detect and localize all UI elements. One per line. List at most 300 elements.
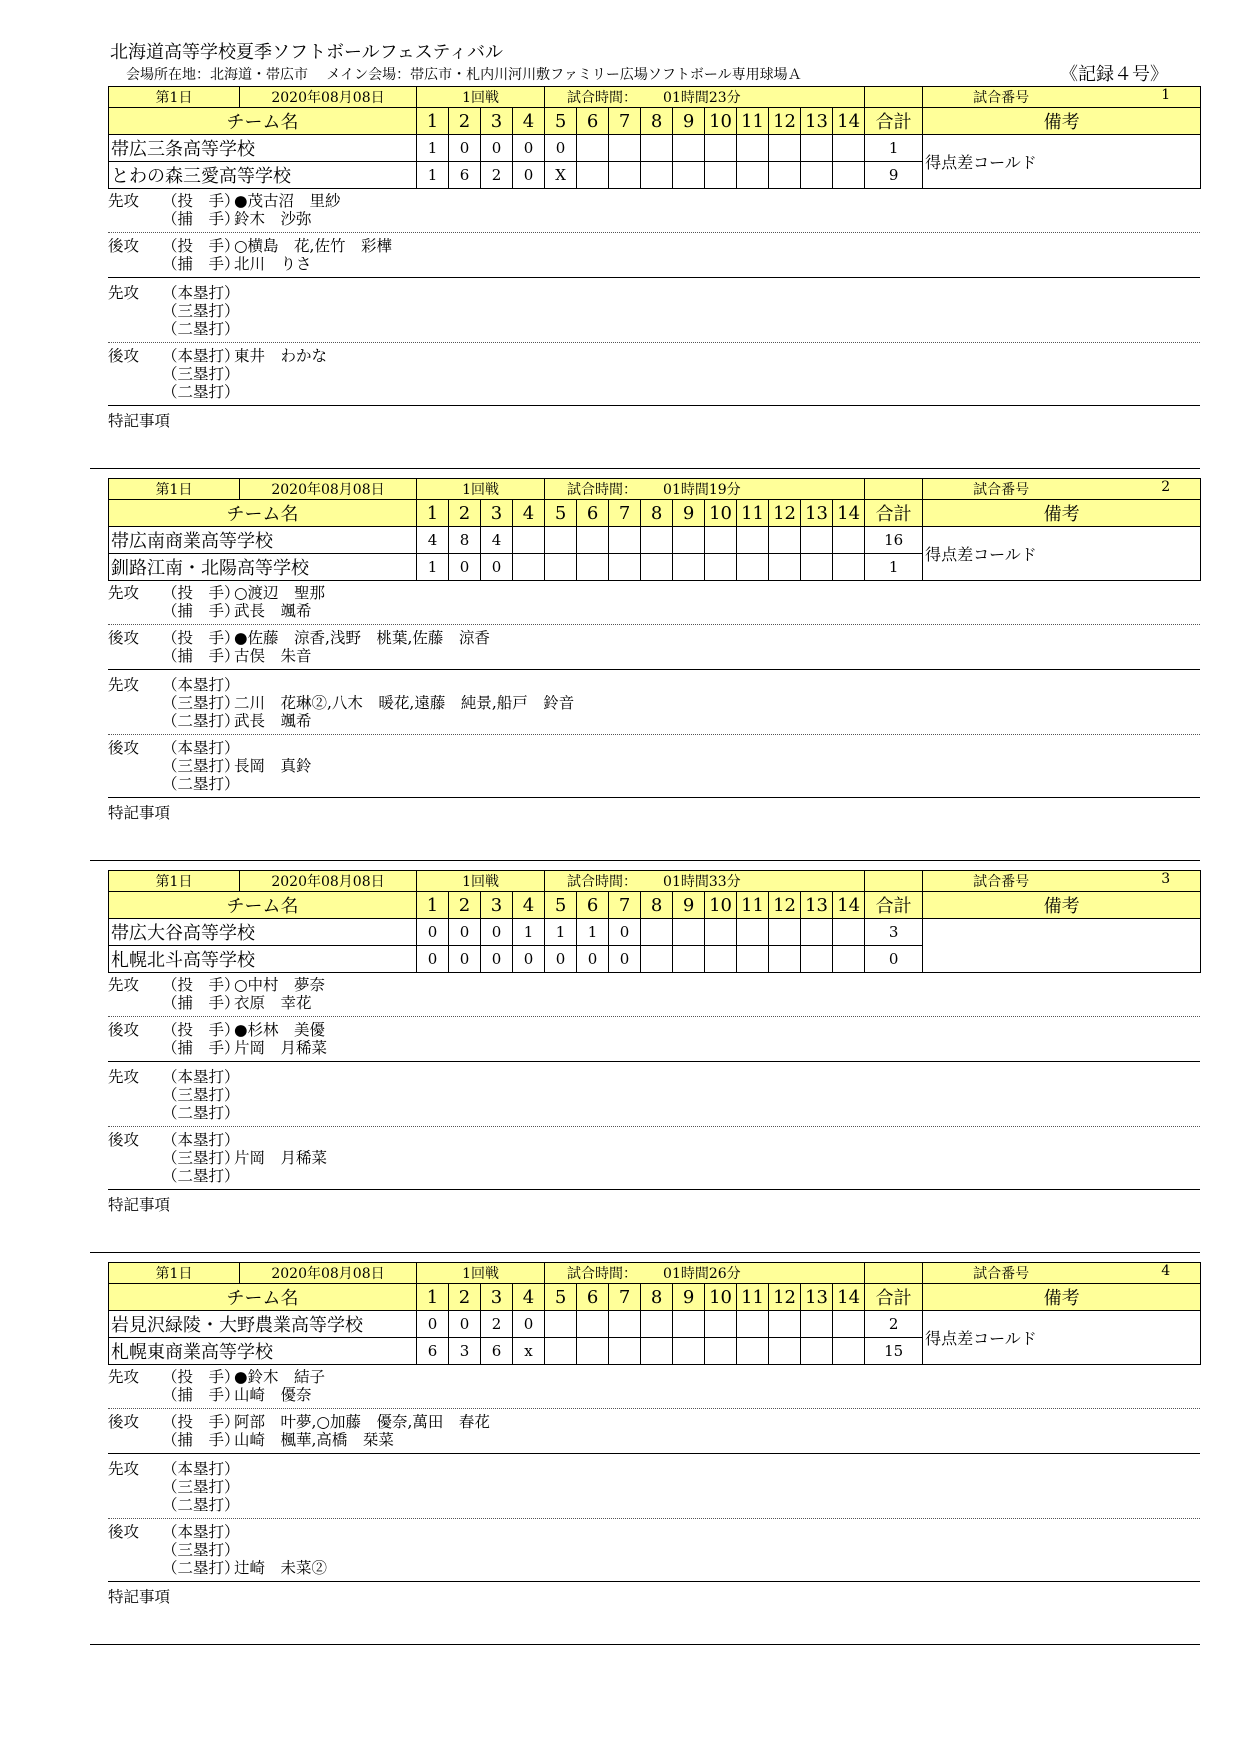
- top-catcher-line: [108, 1386, 1200, 1404]
- inning-header: 2: [449, 108, 481, 135]
- game-info-row: [109, 1263, 1201, 1284]
- inning-score: [705, 527, 737, 554]
- player-names: 二川 花琳②,八木 暖花,遠藤 純景,船戸 鈴音: [234, 694, 575, 712]
- inning-header: 7: [609, 108, 641, 135]
- game-number-value: 2: [1161, 479, 1171, 495]
- inning-score: [833, 1338, 865, 1365]
- game-block: [108, 870, 1200, 1216]
- dotted-divider: [108, 734, 1200, 735]
- inning-score: [641, 919, 673, 946]
- team-name-header: チーム名: [109, 500, 417, 527]
- team-name: 帯広大谷高等学校: [109, 919, 417, 946]
- role-label: （投 手）: [162, 1021, 240, 1039]
- role-label: （二塁打）: [162, 383, 240, 401]
- inning-header: 3: [481, 108, 513, 135]
- player-names: 北川 りさ: [234, 255, 312, 273]
- bottom-double-line: [108, 383, 1200, 401]
- team-name: 帯広三条高等学校: [109, 135, 417, 162]
- inning-score: [705, 554, 737, 581]
- remarks-header: 備考: [923, 500, 1201, 527]
- role-label: （三塁打）: [162, 302, 240, 320]
- inning-score: 0: [513, 946, 545, 973]
- inning-header: 10: [705, 108, 737, 135]
- spacer-cell: [865, 87, 923, 108]
- inning-score: [833, 1311, 865, 1338]
- inning-score: [833, 162, 865, 189]
- inning-score: [545, 554, 577, 581]
- solid-divider: [108, 1453, 1200, 1454]
- score-header-row: [109, 500, 1201, 527]
- game-time-cell: [545, 87, 865, 108]
- inning-score: [641, 162, 673, 189]
- top-pitcher-line: [108, 976, 1200, 994]
- bottom-triple-line: [108, 1149, 1200, 1167]
- inning-header: 10: [705, 892, 737, 919]
- score-header-row: [109, 108, 1201, 135]
- player-names: 武長 颯希: [234, 602, 312, 620]
- player-names: 長岡 真鈴: [234, 757, 312, 775]
- inning-header: 10: [705, 1284, 737, 1311]
- player-names: 山崎 優奈: [234, 1386, 312, 1404]
- game-number-cell: [923, 1263, 1201, 1284]
- inning-header: 5: [545, 892, 577, 919]
- date-label: 2020年08月08日: [271, 1266, 385, 1282]
- bottom-homerun-line: [108, 1131, 1200, 1149]
- team-total: 15: [865, 1338, 923, 1365]
- side-label: 先攻: [108, 676, 140, 694]
- top-catcher-line: [108, 210, 1200, 228]
- top-catcher-line: [108, 994, 1200, 1012]
- team-name-header: チーム名: [109, 1284, 417, 1311]
- team-name: 札幌北斗高等学校: [109, 946, 417, 973]
- inning-score: 3: [449, 1338, 481, 1365]
- day-date-cell: [109, 871, 417, 892]
- inning-score: [801, 135, 833, 162]
- inning-score: [801, 1338, 833, 1365]
- inning-score: [769, 919, 801, 946]
- solid-divider: [108, 797, 1200, 798]
- side-label: 後攻: [108, 1523, 140, 1541]
- inning-score: 0: [481, 554, 513, 581]
- team-row: [109, 135, 1201, 162]
- inning-score: [737, 135, 769, 162]
- battery-section: [108, 584, 1200, 824]
- side-label: 後攻: [108, 739, 140, 757]
- spacer-cell: [865, 871, 923, 892]
- side-label: 先攻: [108, 584, 140, 602]
- inning-header: 12: [769, 108, 801, 135]
- day-label: 第1日: [109, 1263, 240, 1283]
- side-label: 後攻: [108, 1021, 140, 1039]
- role-label: （投 手）: [162, 192, 240, 210]
- scoreboard-table: [108, 1262, 1201, 1365]
- role-label: （二塁打）: [162, 1496, 240, 1514]
- inning-header: 13: [801, 892, 833, 919]
- top-triple-line: [108, 1478, 1200, 1496]
- inning-header: 6: [577, 1284, 609, 1311]
- side-label: 先攻: [108, 1368, 140, 1386]
- inning-score: [769, 1338, 801, 1365]
- top-double-line: [108, 1496, 1200, 1514]
- inning-header: 9: [673, 500, 705, 527]
- inning-header: 14: [833, 1284, 865, 1311]
- remark-cell: 得点差コールド: [923, 527, 1201, 581]
- dotted-divider: [108, 342, 1200, 343]
- inning-score: [577, 527, 609, 554]
- inning-header: 10: [705, 500, 737, 527]
- inning-score: [641, 1338, 673, 1365]
- inning-header: 11: [737, 108, 769, 135]
- inning-score: 0: [449, 554, 481, 581]
- team-total: 16: [865, 527, 923, 554]
- game-block: [108, 1262, 1200, 1608]
- team-name: 釧路江南・北陽高等学校: [109, 554, 417, 581]
- team-total: 1: [865, 135, 923, 162]
- bottom-double-line: [108, 1167, 1200, 1185]
- role-label: （三塁打）: [162, 365, 240, 383]
- team-name-header: チーム名: [109, 108, 417, 135]
- inning-score: 0: [481, 946, 513, 973]
- player-names: 武長 颯希: [234, 712, 312, 730]
- role-label: （捕 手）: [162, 255, 240, 273]
- bottom-catcher-line: [108, 255, 1200, 273]
- inning-score: [801, 527, 833, 554]
- side-label: 先攻: [108, 976, 140, 994]
- inning-score: [833, 527, 865, 554]
- inning-header: 13: [801, 108, 833, 135]
- remark-cell: 得点差コールド: [923, 135, 1201, 189]
- inning-score: 0: [481, 135, 513, 162]
- player-names: ●佐藤 涼香,浅野 桃葉,佐藤 涼香: [234, 629, 490, 647]
- inning-score: 0: [609, 946, 641, 973]
- player-names: 辻崎 未菜②: [234, 1559, 328, 1577]
- role-label: （捕 手）: [162, 647, 240, 665]
- inning-header: 12: [769, 892, 801, 919]
- player-names: 鈴木 沙弥: [234, 210, 312, 228]
- game-time-label: 試合時間：: [567, 874, 638, 890]
- inning-score: x: [513, 1338, 545, 1365]
- game-time-cell: [545, 1263, 865, 1284]
- inning-score: 1: [417, 554, 449, 581]
- role-label: （捕 手）: [162, 210, 240, 228]
- bottom-pitcher-line: [108, 237, 1200, 255]
- inning-score: X: [545, 162, 577, 189]
- inning-score: 0: [545, 946, 577, 973]
- role-label: （二塁打）: [162, 712, 240, 730]
- inning-header: 8: [641, 1284, 673, 1311]
- inning-header: 11: [737, 1284, 769, 1311]
- dotted-divider: [108, 232, 1200, 233]
- bottom-homerun-line: [108, 347, 1200, 365]
- inning-header: 5: [545, 1284, 577, 1311]
- bottom-pitcher-line: [108, 1413, 1200, 1431]
- inning-score: [641, 946, 673, 973]
- inning-score: [737, 554, 769, 581]
- side-label: 先攻: [108, 192, 140, 210]
- inning-score: [641, 527, 673, 554]
- side-label: 後攻: [108, 237, 140, 255]
- inning-score: 4: [481, 527, 513, 554]
- inning-score: 0: [513, 1311, 545, 1338]
- inning-score: [673, 554, 705, 581]
- game-number-value: 3: [1161, 871, 1171, 887]
- special-notes-label: 特記事項: [108, 412, 171, 430]
- solid-divider: [108, 669, 1200, 670]
- special-notes-label: 特記事項: [108, 1196, 171, 1214]
- side-label: 後攻: [108, 1131, 140, 1149]
- inning-header: 6: [577, 500, 609, 527]
- role-label: （投 手）: [162, 237, 240, 255]
- side-label: 後攻: [108, 347, 140, 365]
- team-name: 岩見沢緑陵・大野農業高等学校: [109, 1311, 417, 1338]
- top-homerun-line: [108, 1068, 1200, 1086]
- inning-score: [833, 135, 865, 162]
- inning-header: 4: [513, 108, 545, 135]
- round-label: 1回戦: [417, 87, 545, 108]
- inning-score: [801, 162, 833, 189]
- player-names: 片岡 月稀菜: [234, 1149, 328, 1167]
- inning-score: [641, 554, 673, 581]
- game-number-value: 1: [1161, 87, 1171, 103]
- inning-header: 4: [513, 1284, 545, 1311]
- inning-score: [641, 135, 673, 162]
- dotted-divider: [108, 624, 1200, 625]
- role-label: （捕 手）: [162, 602, 240, 620]
- inning-score: 0: [417, 919, 449, 946]
- inning-score: [545, 1338, 577, 1365]
- block-separator: [90, 1644, 1200, 1645]
- solid-divider: [108, 1061, 1200, 1062]
- bottom-double-line: [108, 775, 1200, 793]
- inning-header: 11: [737, 500, 769, 527]
- day-label: 第1日: [109, 871, 240, 891]
- inning-score: [737, 1311, 769, 1338]
- inning-header: 3: [481, 892, 513, 919]
- total-header: 合計: [865, 500, 923, 527]
- inning-score: 0: [545, 135, 577, 162]
- inning-header: 11: [737, 892, 769, 919]
- inning-score: [673, 1338, 705, 1365]
- role-label: （捕 手）: [162, 1431, 240, 1449]
- remarks-header: 備考: [923, 1284, 1201, 1311]
- inning-score: [577, 1311, 609, 1338]
- block-separator: [90, 1252, 1200, 1253]
- inning-score: [673, 946, 705, 973]
- inning-score: [769, 554, 801, 581]
- inning-header: 8: [641, 108, 673, 135]
- inning-score: [737, 946, 769, 973]
- inning-score: [609, 554, 641, 581]
- inning-score: 4: [417, 527, 449, 554]
- inning-score: 6: [417, 1338, 449, 1365]
- top-double-line: [108, 712, 1200, 730]
- inning-header: 2: [449, 892, 481, 919]
- team-total: 1: [865, 554, 923, 581]
- inning-score: [673, 162, 705, 189]
- bottom-homerun-line: [108, 1523, 1200, 1541]
- inning-score: [769, 527, 801, 554]
- role-label: （三塁打）: [162, 1541, 240, 1559]
- top-homerun-line: [108, 284, 1200, 302]
- dotted-divider: [108, 1126, 1200, 1127]
- date-label: 2020年08月08日: [271, 482, 385, 498]
- team-total: 2: [865, 1311, 923, 1338]
- inning-score: 1: [513, 919, 545, 946]
- inning-header: 4: [513, 892, 545, 919]
- inning-header: 9: [673, 108, 705, 135]
- bottom-catcher-line: [108, 1039, 1200, 1057]
- team-name-header: チーム名: [109, 892, 417, 919]
- inning-score: [801, 554, 833, 581]
- game-time-value: 01時間23分: [663, 90, 741, 106]
- tournament-title: 北海道高等学校夏季ソフトボールフェスティバル: [110, 42, 503, 63]
- player-names: 衣原 幸花: [234, 994, 312, 1012]
- bottom-pitcher-line: [108, 629, 1200, 647]
- player-names: ○横島 花,佐竹 彩樺: [234, 237, 392, 255]
- inning-score: [769, 135, 801, 162]
- inning-header: 1: [417, 1284, 449, 1311]
- game-number-label: 試合番号: [973, 482, 1030, 498]
- team-name: 帯広南商業高等学校: [109, 527, 417, 554]
- role-label: （三塁打）: [162, 1149, 240, 1167]
- day-label: 第1日: [109, 479, 240, 499]
- inning-score: 8: [449, 527, 481, 554]
- top-pitcher-line: [108, 584, 1200, 602]
- team-name: とわの森三愛高等学校: [109, 162, 417, 189]
- inning-score: 1: [417, 135, 449, 162]
- role-label: （投 手）: [162, 1413, 240, 1431]
- remark-cell: 得点差コールド: [923, 1311, 1201, 1365]
- total-header: 合計: [865, 892, 923, 919]
- role-label: （本塁打）: [162, 1131, 240, 1149]
- inning-header: 7: [609, 892, 641, 919]
- top-pitcher-line: [108, 1368, 1200, 1386]
- block-separator: [90, 860, 1200, 861]
- role-label: （本塁打）: [162, 347, 240, 365]
- solid-divider: [108, 1189, 1200, 1190]
- inning-score: [577, 162, 609, 189]
- inning-score: [801, 919, 833, 946]
- player-names: 阿部 叶夢,○加藤 優奈,萬田 春花: [234, 1413, 490, 1431]
- inning-score: 0: [449, 1311, 481, 1338]
- inning-score: 2: [481, 1311, 513, 1338]
- date-label: 2020年08月08日: [271, 90, 385, 106]
- scoreboard-table: [108, 478, 1201, 581]
- inning-score: [801, 1311, 833, 1338]
- inning-score: 0: [449, 919, 481, 946]
- inning-header: 8: [641, 500, 673, 527]
- player-names: ●鈴木 結子: [234, 1368, 326, 1386]
- day-label: 第1日: [109, 87, 240, 107]
- bottom-triple-line: [108, 757, 1200, 775]
- game-block: [108, 478, 1200, 824]
- total-header: 合計: [865, 1284, 923, 1311]
- top-double-line: [108, 320, 1200, 338]
- inning-header: 9: [673, 1284, 705, 1311]
- inning-score: 1: [545, 919, 577, 946]
- role-label: （投 手）: [162, 629, 240, 647]
- role-label: （三塁打）: [162, 1086, 240, 1104]
- game-time-label: 試合時間：: [567, 1266, 638, 1282]
- inning-header: 13: [801, 500, 833, 527]
- inning-score: 1: [417, 162, 449, 189]
- game-time-label: 試合時間：: [567, 482, 638, 498]
- inning-score: [705, 1311, 737, 1338]
- role-label: （本塁打）: [162, 1523, 240, 1541]
- game-number-cell: [923, 479, 1201, 500]
- game-info-row: [109, 871, 1201, 892]
- inning-header: 14: [833, 500, 865, 527]
- inning-score: [769, 1311, 801, 1338]
- inning-score: [737, 1338, 769, 1365]
- inning-header: 3: [481, 500, 513, 527]
- inning-header: 12: [769, 1284, 801, 1311]
- inning-score: [801, 946, 833, 973]
- inning-header: 6: [577, 108, 609, 135]
- inning-score: [705, 919, 737, 946]
- battery-section: [108, 976, 1200, 1216]
- bottom-catcher-line: [108, 647, 1200, 665]
- player-names: ○中村 夢奈: [234, 976, 326, 994]
- player-names: 山崎 楓華,高橋 栞菜: [234, 1431, 394, 1449]
- player-names: 片岡 月稀菜: [234, 1039, 328, 1057]
- inning-score: [545, 527, 577, 554]
- top-homerun-line: [108, 1460, 1200, 1478]
- game-time-label: 試合時間：: [567, 90, 638, 106]
- inning-header: 2: [449, 1284, 481, 1311]
- inning-score: 6: [481, 1338, 513, 1365]
- inning-score: 0: [609, 919, 641, 946]
- inning-header: 1: [417, 500, 449, 527]
- inning-score: [577, 554, 609, 581]
- role-label: （二塁打）: [162, 1104, 240, 1122]
- player-names: 東井 わかな: [234, 347, 328, 365]
- inning-header: 12: [769, 500, 801, 527]
- bottom-double-line: [108, 1559, 1200, 1577]
- bottom-triple-line: [108, 365, 1200, 383]
- battery-section: [108, 192, 1200, 432]
- top-double-line: [108, 1104, 1200, 1122]
- scoreboard-table: [108, 86, 1201, 189]
- bottom-triple-line: [108, 1541, 1200, 1559]
- team-total: 9: [865, 162, 923, 189]
- score-header-row: [109, 892, 1201, 919]
- inning-score: [705, 1338, 737, 1365]
- inning-header: 1: [417, 108, 449, 135]
- bottom-homerun-line: [108, 739, 1200, 757]
- inning-score: 2: [481, 162, 513, 189]
- inning-header: 14: [833, 108, 865, 135]
- role-label: （二塁打）: [162, 1559, 240, 1577]
- game-time-value: 01時間19分: [663, 482, 741, 498]
- game-number-label: 試合番号: [973, 90, 1030, 106]
- role-label: （捕 手）: [162, 1039, 240, 1057]
- side-label: 先攻: [108, 284, 140, 302]
- inning-score: [833, 946, 865, 973]
- spacer-cell: [865, 479, 923, 500]
- dotted-divider: [108, 1408, 1200, 1409]
- game-number-label: 試合番号: [973, 1266, 1030, 1282]
- top-catcher-line: [108, 602, 1200, 620]
- game-time-value: 01時間33分: [663, 874, 741, 890]
- bottom-catcher-line: [108, 1431, 1200, 1449]
- top-triple-line: [108, 302, 1200, 320]
- inning-score: [833, 554, 865, 581]
- role-label: （投 手）: [162, 584, 240, 602]
- inning-score: [577, 1338, 609, 1365]
- score-header-row: [109, 1284, 1201, 1311]
- inning-score: 0: [417, 1311, 449, 1338]
